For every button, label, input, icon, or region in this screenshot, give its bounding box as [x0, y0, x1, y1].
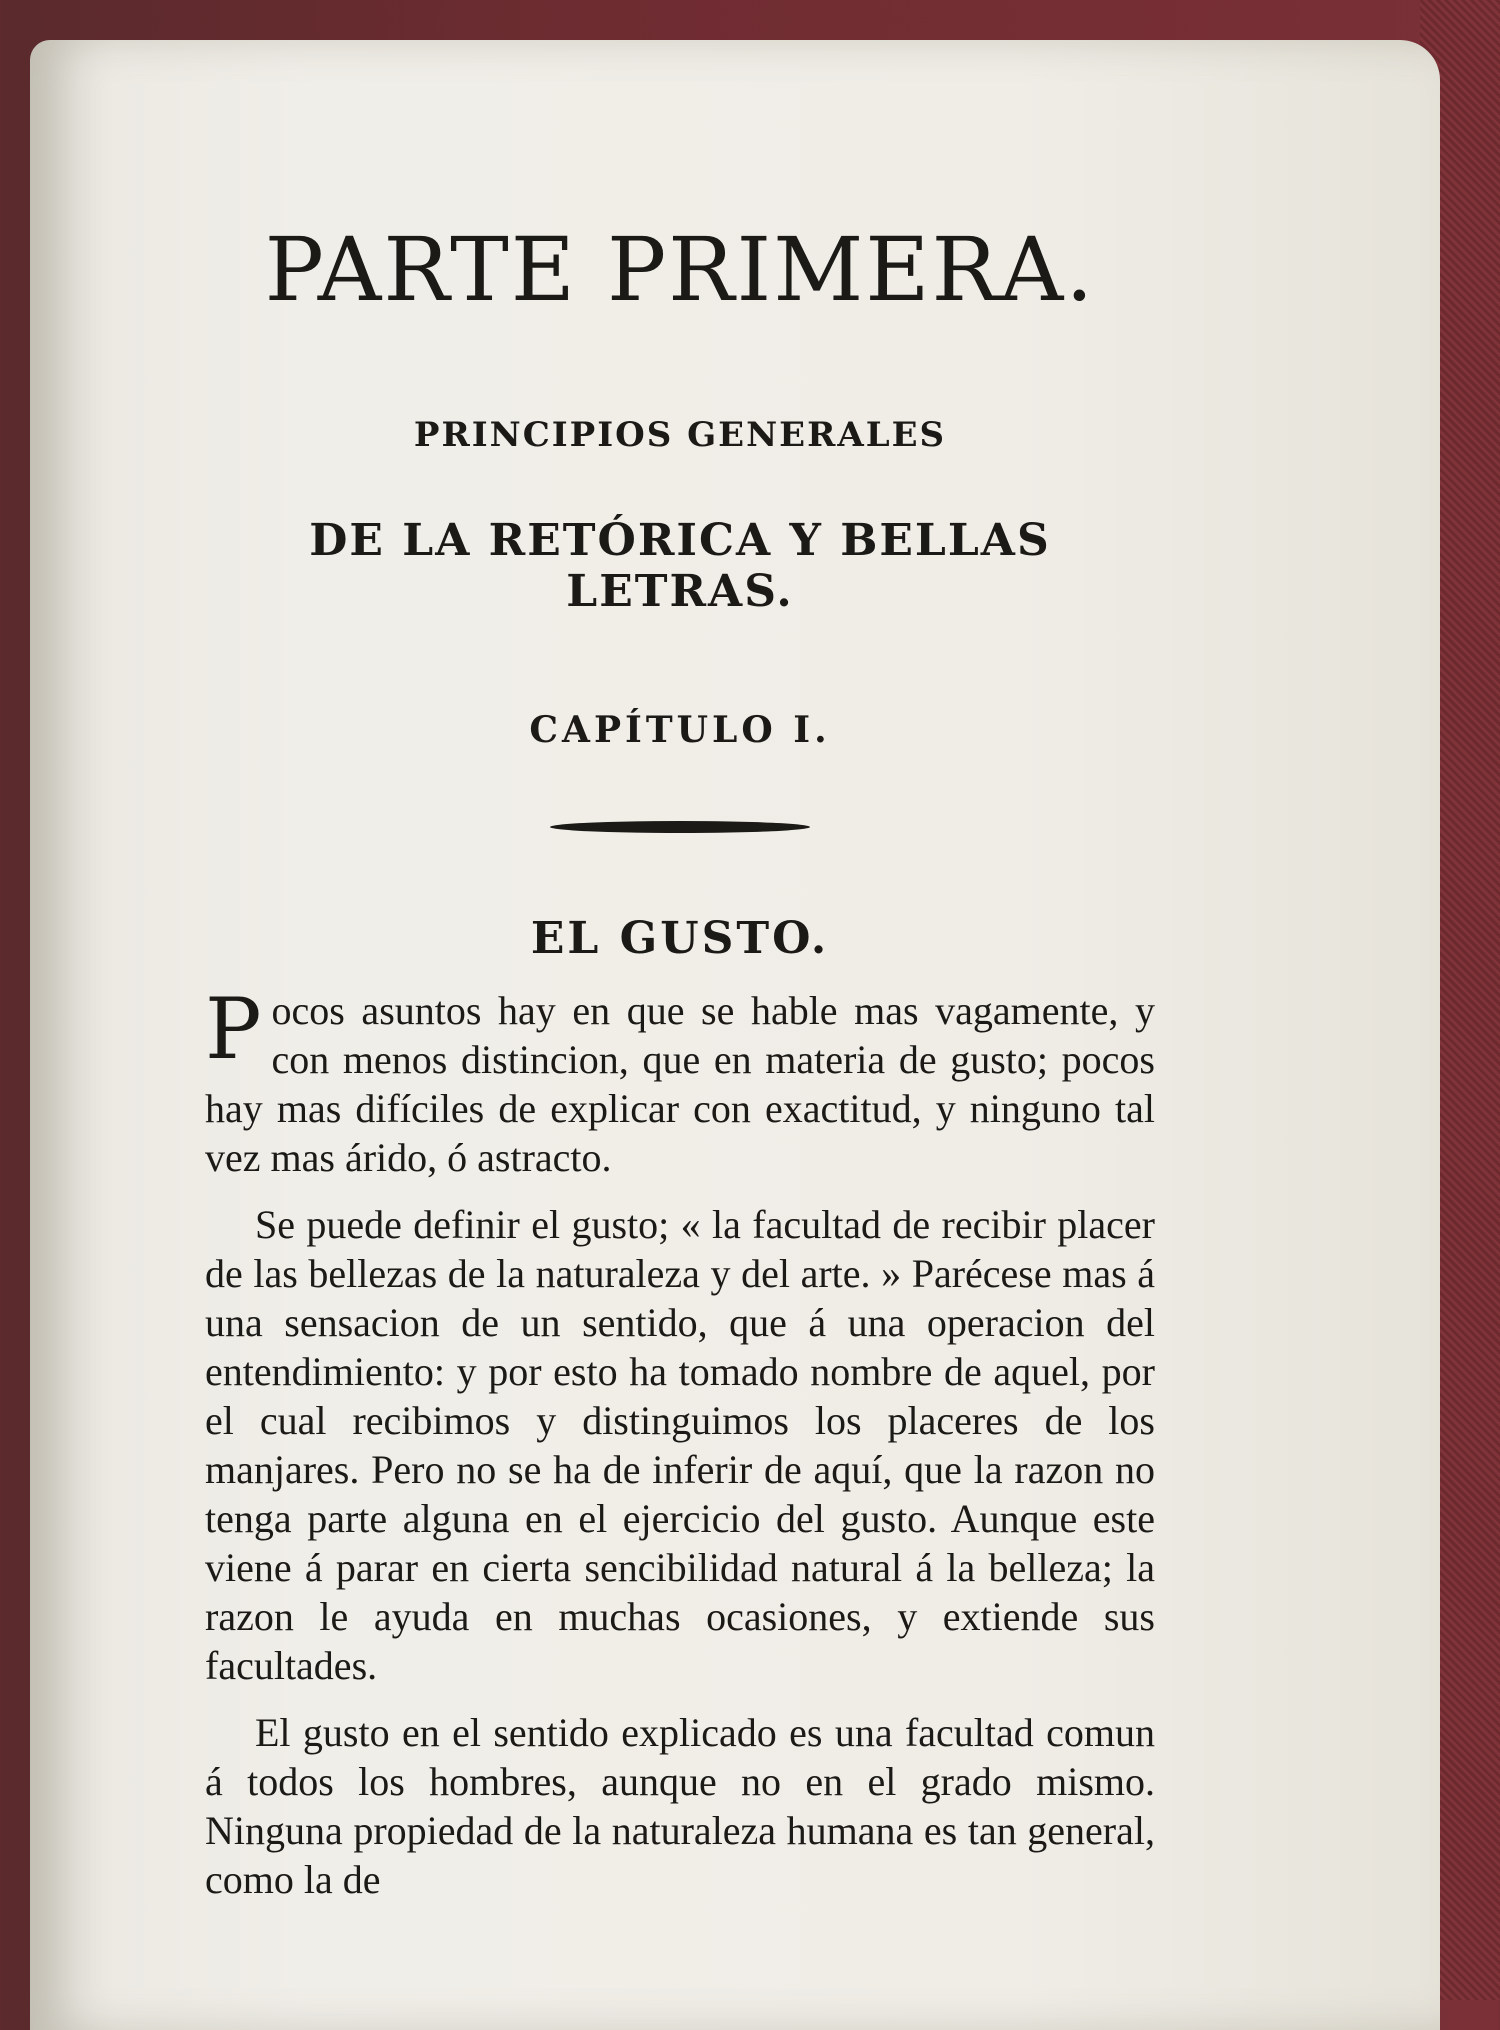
section-subtitle: PRINCIPIOS GENERALES — [413, 415, 947, 455]
paragraph — [205, 980, 1155, 1182]
part-title: PARTE PRIMERA. — [264, 218, 1096, 321]
page-text-column — [205, 220, 1155, 1922]
ornamental-rule — [550, 821, 810, 833]
body-text — [205, 980, 1155, 1904]
chapter-heading: EL GUSTO. — [530, 913, 830, 964]
section-title: DE LA RETÓRICA Y BELLAS LETRAS. — [309, 515, 1051, 617]
chapter-title: CAPÍTULO I. — [529, 709, 831, 751]
paragraph-text: ocos asuntos hay en que se hable mas vagamente, y con menos distincion, que en materia de gusto; pocos hay mas difíciles de explicar con exactitud, y ninguno tal vez mas árido, ó astracto. — [205, 988, 1155, 1180]
paragraph: El gusto en el sentido explicado es una facultad comun á todos los hombres, aunque no en el grado mismo. Ninguna propiedad de la naturaleza humana es tan general, como la de — [205, 1710, 1155, 1902]
drop-cap: P — [205, 980, 262, 1078]
paragraph: Se puede definir el gusto; « la facultad de recibir placer de las bellezas de la naturaleza y del arte. » Parécese mas á una sensacion de un sentido, que á una operacion del entendimiento: y por esto ha tomado nombre de aquel, por el cual recibimos y distinguimos los placeres de los manjares. Pero no se ha de inferir de aquí, que la razon no tenga parte alguna en el ejercicio del gusto. Aunque este viene á parar en cierta sencibilidad natural á la belleza; la razon le ayuda en muchas ocasiones, y extiende sus facultades. — [205, 1202, 1155, 1688]
